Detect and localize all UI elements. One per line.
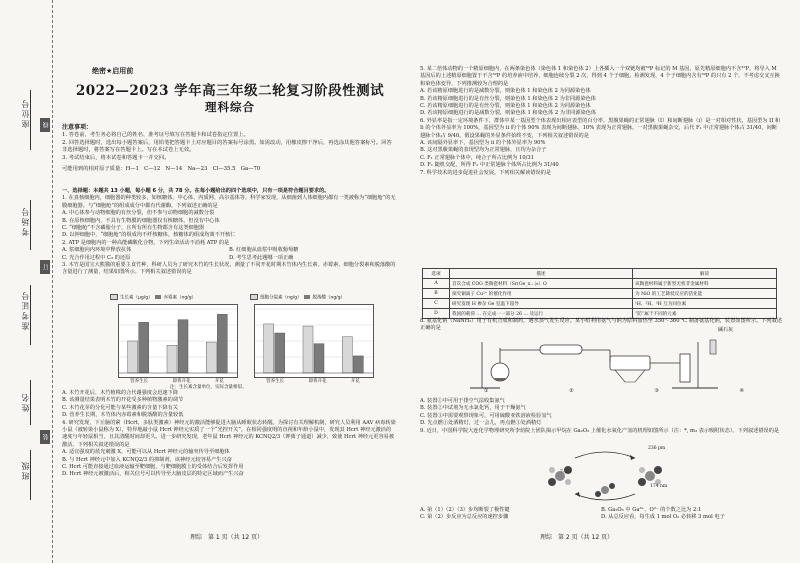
apparatus-labels bbox=[484, 388, 744, 394]
question-5-option: C. 若该精原细胞进行的是有丝分裂，则染色体 1 和染色体 2 为同源染色体 bbox=[420, 103, 591, 110]
table-header: 解读 bbox=[633, 269, 777, 279]
question-8-option: B. 装置②中试剂为无水氯化钙，用于干燥氨气 bbox=[420, 405, 526, 412]
question-3-stem: 3. 木竹是国宝大熊猫的重要主食竹种，科研人员为了研究木竹的生长状况，测量了不同开花时期木竹体内生长素、赤霉素、细胞分裂素和脱落酸的含量进行了测量，结果如图所示。下列相关叙述错误的是 bbox=[62, 262, 396, 276]
chart-bar bbox=[178, 320, 188, 373]
table-row bbox=[423, 289, 777, 299]
right-column-top bbox=[420, 66, 782, 177]
cut-word: 装 bbox=[43, 432, 50, 440]
catalyst-cluster-left bbox=[548, 466, 572, 486]
section-heading: 一、选择题：本题共 13 小题，每小题 6 分，共 78 分。在每小题给出的四个选项中，只有一项是符合题目要求的。 bbox=[62, 188, 330, 194]
flask-apparatus bbox=[470, 342, 540, 388]
notice-section bbox=[62, 124, 392, 174]
table-cell: B bbox=[423, 289, 450, 299]
question-4-option: D. Hcrt 神经元被激活后，相关信号可以传导至大脑皮层的特定区域而产生兴奋 bbox=[62, 471, 244, 478]
energy-label: 174 nm bbox=[650, 484, 668, 489]
question-1-option: B. 在原核细胞内，不具有生物膜的细胞器仅有核糖体，但没有中心体 bbox=[62, 217, 220, 224]
legend-cytokinin: 细胞分裂素（ng/g） bbox=[260, 295, 302, 301]
chart-left-category: 即将开花 bbox=[172, 379, 191, 384]
section-one-continued bbox=[62, 390, 396, 479]
question-1-stem: 1. 在真核细胞内，细胞器的种类较多，如核糖体、中心体、内质网、高尔基体等。科学家发现，从细菌到人体细胞内都有一类被称为“细胞舱”的无膜细胞器。与“细胞舱”的组成成分中都有代谢酶。下列叙述正确的是 bbox=[62, 195, 396, 209]
atomic-masses: 可能用到的相对原子质量：H—1 C—12 N—14 Na—23 Cl—35.5 Ga—70 bbox=[62, 165, 261, 172]
question-6-stem: 6. 外显率是指一定环境条件下，群体中某一基因型个体表现出相应表型的百分率。黑腹果蝇的正常翅脉（I）和间断翅脉（i）是一对相对性状，基因型为 II 和 Ii 的个体外显率为 100%，基因型为 ii 的个体 90% 表现为间断翅脉、10% 表现为正常翅脉。一对黑腹果蝇杂交，后代 F₁ 中正常翅脉个体占 31/40，间断翅脉个体占 9/40。假设果蝇的外显条件始终不变，下列相关叙述错误的是 bbox=[420, 117, 781, 139]
question-9-stem: 9. 近日，中国科学院大连化学物理研究所李煊院士团队揭示甲烷在 Ga₂O₃ 上催化水氧化产氢的机理如图所示（注：*, m₃ 表示吸附状态）。下列叙述错误的是 bbox=[420, 427, 780, 434]
exam-subject: 理科综合 bbox=[205, 100, 255, 114]
chart-legend-right bbox=[250, 294, 345, 301]
table-cell: ¹H、²H、³H 互为同位素 bbox=[633, 299, 777, 309]
energy-label: 236 pm bbox=[648, 446, 666, 451]
table-header: 选项 bbox=[423, 269, 450, 279]
name-label: 姓名 bbox=[21, 392, 30, 412]
chart-right-category: 即将开花 bbox=[308, 379, 327, 384]
question-1-option: D. 以钟细胞中，“细胞舱”的组成均不纤核糖体，核糖体的组成均离不开核仁 bbox=[62, 232, 236, 239]
question-4-option: B. 与 Hcrt 神经元中加入 KCNQ2/3 的抑制剂，该神经元较容易产生兴奋 bbox=[62, 456, 232, 463]
question-8-option: C. 装置③中需要观察现象可，可用硫酸亚铁溶液检验氢气 bbox=[420, 412, 552, 419]
chart-bar bbox=[342, 337, 352, 373]
question-5-stem: 5. 某二倍体动物的一个精原细胞内，在两条染色体（染色体 1 和染色体 2）上各插入一个双链均被³²P 标记的 M 基因，原先精原细胞内不含³²P。将导入 M 基因后的上述精原细胞置于不含³²P 的培养液中培养，细胞连续分裂 2 次，得到 4 个子细胞。检测发现，4 个子细胞内含有³²P 的只有 2 个。不考虑交叉互换和染色体变异，下列推测较为合理的是 bbox=[420, 66, 780, 87]
question-2-options bbox=[62, 247, 396, 262]
question-6-option: C. F₁ 正常翅脉个体中，纯合子所占比例为 10/31 bbox=[420, 154, 535, 161]
question-8-option: D. 先点燃①处酒精灯，过一会儿，再点燃③处酒精灯 bbox=[420, 420, 542, 427]
question-7-table bbox=[422, 268, 777, 319]
apparatus-label: ② bbox=[569, 388, 574, 394]
question-2-stem: 2. ATP 是细胞内的一种高能磷酸化合物，下列生命活动不消耗 ATP 的是 bbox=[62, 239, 230, 246]
drying-tube bbox=[540, 345, 610, 354]
chart-bar bbox=[264, 324, 274, 373]
chart-left-category: 开花 bbox=[214, 379, 224, 384]
question-1-option: C. “细胞舱”不含磷脂分子，且所有所有生物都含有这类细胞器 bbox=[62, 225, 205, 232]
question-5-option: A. 若该精原细胞进行的是减数分裂，则染色体 1 和染色体 2 为同源染色体 bbox=[420, 88, 591, 95]
collection-tube bbox=[672, 340, 718, 388]
hormone-chart-left-svg bbox=[119, 305, 237, 377]
table-cell: 首次合成 COG 类陶瓷材料（Sr(Ge_x…)₃）O bbox=[450, 279, 633, 289]
chart-right-categories bbox=[254, 378, 372, 384]
energy-label: 7-2 ↓ bbox=[560, 470, 573, 475]
legend-swatch-gibberellin bbox=[155, 295, 161, 299]
notice-item: 1. 答卷前，考生务必将自己的姓名、准考证号填写在答题卡和试卷指定位置上。 bbox=[62, 131, 249, 138]
page-footer-left: 理综 第 1 页（共 12 页） bbox=[190, 534, 264, 541]
table-cell: 我国的载荷 … 在完成一一部分 26 … 及运行 bbox=[450, 309, 633, 319]
soda-lime-label: 碱石灰 bbox=[718, 327, 734, 333]
question-1-option: A. 中心体参与动物细胞的有丝分裂，但不参与动物细胞的减数分裂 bbox=[62, 210, 215, 217]
seat-number-label: 座位号 bbox=[21, 98, 30, 128]
table-header-row bbox=[423, 269, 777, 279]
notice-item: 3. 考试结束后，将本试卷和答题卡一并交回。 bbox=[62, 155, 170, 162]
question-8-stem: 8. 氨基化钠（NaNH₂）用于有机合成和制药，遇水蒸气发生反应。某小组利用氨气与钠为原料加热至 350～360 ℃ 制备氨基化钠，装置如图所示。下列叙述正确的是 bbox=[420, 318, 782, 332]
table-row bbox=[423, 299, 777, 309]
table-header: 描述 bbox=[450, 269, 633, 279]
question-4-stem: 4. 研究发现，下丘脑的紧（Hcrt，多肽类激素）神经元的激活能够促进大脑从睡眠状态转醒。为探讨有关理解机制，研究人员利用 AAV 病毒转染小鼠（被转染小鼠称为 X），特异地敲小鼠 Hcrt 神经元实质了一个“光控开关”，在相同强度明的直视和年龄小鼠中，发现其 Hcrt 神经元激活的速度与年轻鼠相当，且其清醒时间却更久。进一步研究发现，老年鼠 Hcrt 神经元的 KCNQ2/3（钾离子通道）减少，致使 Hcrt 神经元更容易被激活。下列相关叙述错误的是 bbox=[62, 419, 396, 448]
question-9-option: C. 第（2）步反应为总反应的速控步骤 bbox=[420, 514, 509, 521]
chart-bar bbox=[139, 322, 149, 373]
question-9-option: B. Ga₂O₃ 中 Ga³⁺、O²⁻ 的个数之比为 2:1 bbox=[601, 507, 702, 513]
chart-caption: 注：生长素含量单位，实际含量相似。 bbox=[170, 385, 247, 390]
chart-bar bbox=[217, 314, 227, 373]
catalyst-cluster-bottom bbox=[595, 483, 615, 497]
question-8-options bbox=[420, 398, 782, 435]
question-4-option: A. 适宜强度的蓝光刺激 X，可能可以从 Hcrt 神经元的输突传导至细胞体 bbox=[62, 449, 230, 456]
legend-swatch-auxin bbox=[110, 294, 118, 300]
notice-heading: 注意事项： bbox=[62, 124, 93, 131]
question-2-option: D. 考生思考此题哪一项正确 bbox=[229, 254, 294, 261]
question-3-option: B. 该测量结果表明木竹的开花受多种植物激素的调节 bbox=[62, 397, 184, 404]
hormone-chart-right-svg bbox=[255, 305, 373, 377]
hormone-chart-left bbox=[118, 304, 238, 378]
page-footer-right: 理综 第 2 页（共 12 页） bbox=[540, 534, 614, 541]
question-2-option: C. 光合作用过程中 C₃ 的还原 bbox=[62, 254, 131, 261]
legend-abscisic-acid: 脱落酸（ng/g） bbox=[312, 295, 346, 301]
confidential-tag: 绝密★启用前 bbox=[92, 67, 134, 75]
table-cell: A bbox=[423, 279, 450, 289]
table-cell: 为 NiO 的工艺降低反应的活化能 bbox=[633, 289, 777, 299]
admission-number-label: 准考证号 bbox=[21, 290, 30, 330]
apparatus-label: ④ bbox=[739, 388, 744, 394]
legend-swatch-cytokinin bbox=[250, 294, 258, 300]
legend-swatch-abscisic-acid bbox=[304, 295, 310, 299]
table-row bbox=[423, 309, 777, 319]
chart-bar bbox=[353, 356, 363, 373]
class-label: 班级 bbox=[21, 460, 30, 480]
catalyst-cluster-right bbox=[638, 466, 662, 486]
question-9-option: A. 第（1）（2）（3）步均断裂了极性键 bbox=[420, 507, 510, 513]
chart-right-category: 营养生长 bbox=[266, 379, 285, 384]
section-one bbox=[62, 188, 396, 277]
table-cell: “防”属于不同的元素 bbox=[633, 309, 777, 319]
question-9-options bbox=[420, 507, 782, 522]
table-cell: 探究铜离子 Cu²⁺ 的催化作用 bbox=[450, 289, 633, 299]
binding-strip bbox=[0, 0, 53, 563]
question-5-option: D. 若该精原细胞进行的是减数分裂，则染色体 1 和染色体 2 为非同源染色体 bbox=[420, 110, 597, 117]
chart-left-category: 营养生长 bbox=[130, 379, 149, 384]
cut-word: 线 bbox=[43, 120, 50, 128]
question-5-option: B. 若该精原细胞进行的是有丝分裂，则染色体 1 和染色体 2 为非同源染色体 bbox=[420, 95, 596, 102]
question-2-option: B. 红细胞从血浆中吸收葡萄糖 bbox=[229, 247, 299, 254]
cut-word: 订 bbox=[43, 262, 50, 270]
question-6-option: A. 该间隔外显率下，基因型为 ii 的个体外显率为 90% bbox=[420, 140, 546, 147]
apparatus-label: ③ bbox=[654, 388, 659, 394]
notice-item: 2. 回答选择题时，选出每小题答案后，用铅笔把答题卡上对应题目的答案标号涂黑。如需改动，用橡皮擦干净后，再选涂其他答案标号。回答非选择题时，将答案写在答题卡上。写在本试卷上无效。 bbox=[62, 139, 392, 154]
exam-title: 2022—2023 学年高三年级二轮复习阶段性测试 bbox=[75, 83, 385, 99]
apparatus-label: ① bbox=[484, 388, 489, 394]
chart-bar bbox=[167, 345, 177, 373]
legend-auxin: 生长素（μg/g） bbox=[120, 295, 153, 301]
question-2-option: A. 浆细胞向内环境中释放抗体 bbox=[62, 247, 132, 254]
chart-bar bbox=[303, 326, 313, 373]
chart-bar bbox=[314, 344, 324, 373]
heated-tube bbox=[610, 350, 680, 382]
chart-bar bbox=[128, 341, 138, 373]
question-6-option: B. 这对黑腹果蝇的表现型均为正常翅脉，且均为杂合子 bbox=[420, 147, 547, 154]
mechanism-diagram bbox=[530, 446, 680, 506]
question-7-stem: 7. 科学技术的进步促进社会发展。下列相关解读错误的是 bbox=[420, 169, 552, 176]
table-row bbox=[423, 279, 777, 289]
chart-bar bbox=[206, 342, 216, 373]
question-4-option: C. Hcrt 可能直接通过血液运输至靶细胞，与靶细胞膜上的受体结合后发挥作用 bbox=[62, 464, 244, 471]
chart-right-category: 开花 bbox=[350, 379, 360, 384]
question-8-option: A. 装置①中可用于排空气法收集氨气 bbox=[420, 398, 505, 404]
question-3-option: D. 营养生长期，木竹体内赤霉素和脱落酸的含量较低 bbox=[62, 412, 184, 419]
chart-bar bbox=[275, 333, 285, 373]
table-cell: D bbox=[423, 309, 450, 319]
table-cell: 该陶瓷材料属于新型无机非金属材料 bbox=[633, 279, 777, 289]
hormone-chart-right bbox=[254, 304, 374, 378]
legend-gibberellin: 赤霉素（ng/g） bbox=[163, 295, 197, 301]
question-3-option: C. 木竹花芽的分化可能与某些激素的含量下降有关 bbox=[62, 404, 179, 411]
question-9-option: D. 从总反应看，每生成 1 mol O₂ 必转移 3 mol 电子 bbox=[601, 514, 725, 521]
chart-legend-left bbox=[110, 294, 196, 301]
question-9-option-grid bbox=[420, 507, 782, 522]
table-cell: 研究发现 H 掺杂 Ge 室温下超导 bbox=[450, 299, 633, 309]
question-3-option: A. 木竹开花后，木竹植株的合代谢强度会迅速下降 bbox=[62, 390, 178, 396]
question-6-option: D. F₁ 随机交配，所得 F₂ 中正常翅脉个体所占比例为 31/40 bbox=[420, 162, 559, 169]
table-cell: C bbox=[423, 299, 450, 309]
exam-room-label: 考场号 bbox=[21, 206, 30, 236]
